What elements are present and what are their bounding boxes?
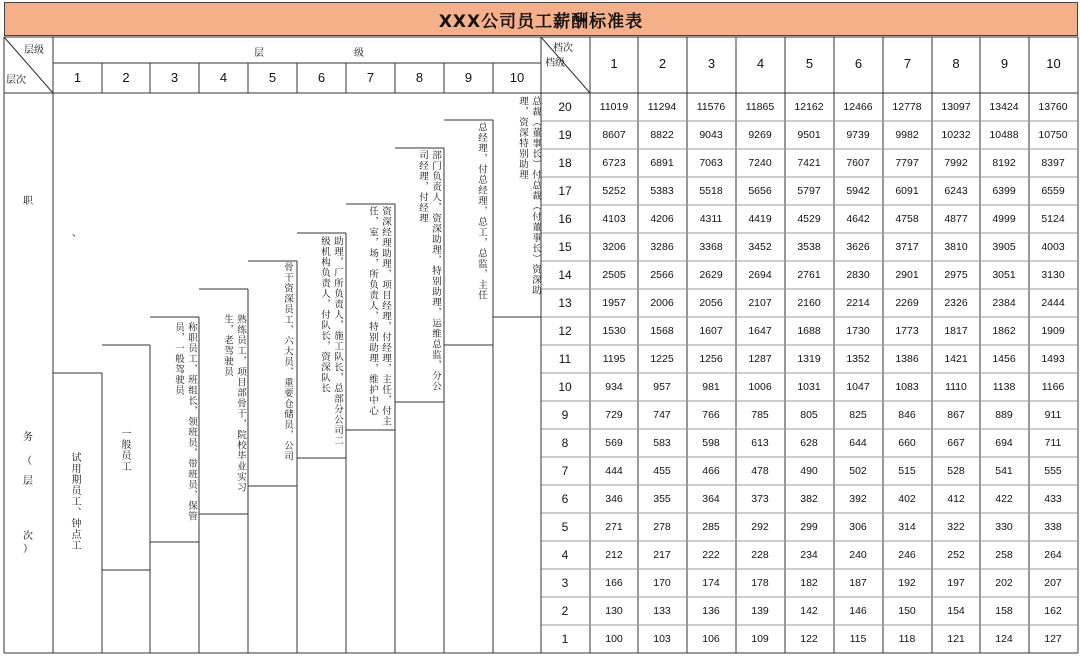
position-level-9: 总经理，付总经理，总工，总监，主任: [476, 122, 487, 301]
salary-cell: 805: [800, 409, 818, 421]
salary-cell: 846: [898, 409, 916, 421]
grade-corner-bottom-label: 档级: [545, 58, 565, 69]
grade-number: 7: [903, 56, 912, 71]
salary-cell: 3452: [748, 241, 772, 253]
salary-cell: 124: [995, 633, 1013, 645]
salary-cell: 2326: [944, 297, 968, 309]
salary-cell: 3286: [650, 241, 674, 253]
salary-cell: 5797: [797, 185, 821, 197]
salary-cell: 729: [605, 409, 623, 421]
salary-cell: 4758: [895, 213, 919, 225]
salary-cell: 11294: [647, 101, 677, 113]
salary-cell: 6891: [650, 157, 674, 169]
salary-cell: 4529: [797, 213, 821, 225]
salary-cell: 118: [898, 633, 916, 645]
salary-cell: 6399: [992, 185, 1016, 197]
salary-cell: 285: [702, 521, 720, 533]
corner-level-label: 层级: [24, 45, 44, 56]
salary-cell: 121: [947, 633, 965, 645]
grade-label: 20: [558, 100, 572, 114]
salary-cell: 100: [605, 633, 623, 645]
side-label-wu: 务: [23, 432, 33, 443]
salary-cell: 2694: [748, 269, 772, 281]
salary-cell: 5252: [602, 185, 626, 197]
salary-cell: 2214: [846, 297, 870, 309]
salary-cell: 4642: [846, 213, 870, 225]
salary-cell: 667: [947, 437, 965, 449]
salary-cell: 867: [947, 409, 965, 421]
salary-cell: 8822: [650, 129, 674, 141]
grade-number: 8: [952, 56, 960, 71]
salary-cell: 515: [898, 465, 916, 477]
salary-cell: 5656: [748, 185, 772, 197]
salary-cell: 2566: [650, 269, 674, 281]
salary-cell: 364: [702, 493, 720, 505]
salary-cell: 207: [1044, 577, 1062, 589]
salary-cell: 12466: [843, 101, 873, 113]
salary-cell: 330: [995, 521, 1013, 533]
grade-number: 6: [854, 56, 863, 71]
salary-cell: 258: [995, 549, 1013, 561]
position-level-3: 称职员工，班组长，领班员，带班员，保管员，一般驾驶员: [173, 322, 197, 522]
salary-cell: 1287: [748, 353, 772, 365]
grade-label: 14: [558, 268, 572, 282]
grade-label: 17: [558, 184, 572, 198]
salary-cell: 3130: [1041, 269, 1065, 281]
salary-cell: 346: [605, 493, 623, 505]
position-level-2: 一般员工: [119, 428, 130, 472]
salary-cell: 212: [605, 549, 623, 561]
side-label-ceng: 层: [23, 476, 33, 487]
level-number: 8: [415, 70, 424, 85]
grade-label: 16: [558, 212, 572, 226]
salary-cell: 3051: [992, 269, 1016, 281]
salary-cell: 115: [849, 633, 867, 645]
level-number: 6: [317, 70, 326, 85]
salary-cell: 7421: [797, 157, 821, 169]
grade-label: 6: [561, 492, 569, 506]
grade-label: 2: [561, 604, 569, 618]
salary-cell: 2056: [699, 297, 723, 309]
salary-cell: 644: [849, 437, 867, 449]
salary-cell: 234: [800, 549, 818, 561]
salary-cell: 10232: [941, 129, 971, 141]
salary-cell: 1530: [602, 325, 626, 337]
salary-cell: 13760: [1038, 101, 1068, 113]
salary-cell: 889: [995, 409, 1013, 421]
grade-label: 18: [558, 156, 572, 170]
salary-cell: 528: [947, 465, 965, 477]
salary-cell: 9269: [748, 129, 772, 141]
salary-cell: 4877: [944, 213, 968, 225]
level-number: 1: [73, 70, 82, 85]
salary-cell: 217: [653, 549, 671, 561]
salary-cell: 502: [849, 465, 867, 477]
salary-cell: 382: [800, 493, 818, 505]
salary-cell: 292: [751, 521, 769, 533]
grade-number: 1: [610, 56, 618, 71]
salary-cell: 130: [605, 605, 623, 617]
salary-cell: 1607: [699, 325, 723, 337]
salary-cell: 392: [849, 493, 867, 505]
position-level-5: 骨干资深员工，六大员，重要仓储员，公司: [282, 262, 293, 462]
salary-cell: 4206: [650, 213, 674, 225]
salary-cell: 455: [653, 465, 671, 477]
salary-cell: 4003: [1041, 241, 1065, 253]
salary-cell: 1421: [944, 353, 968, 365]
salary-cell: 278: [653, 521, 671, 533]
salary-cell: 7607: [846, 157, 870, 169]
grade-corner-top-label: 档次: [553, 43, 573, 54]
salary-cell: 1195: [602, 353, 626, 365]
position-level-10: 总裁（董事长）付总裁（付董事长）资深助理，资深特别助理: [517, 96, 541, 296]
salary-cell: 174: [702, 577, 720, 589]
salary-cell: 660: [898, 437, 916, 449]
salary-cell: 7063: [699, 157, 723, 169]
level-number: 7: [366, 70, 375, 85]
salary-cell: 264: [1044, 549, 1062, 561]
salary-cell: 3905: [992, 241, 1016, 253]
salary-cell: 1688: [797, 325, 821, 337]
salary-cell: 2160: [797, 297, 821, 309]
salary-cell: 187: [849, 577, 867, 589]
salary-cell: 158: [995, 605, 1013, 617]
salary-cell: 2384: [992, 297, 1016, 309]
position-level-6: 助理，厂所负责人，施工队长，总部分公司二级机构负责人，付队长，资深队长: [319, 236, 343, 446]
salary-cell: 3538: [797, 241, 821, 253]
salary-cell: 694: [995, 437, 1013, 449]
grade-number: 9: [1000, 56, 1009, 71]
salary-cell: 981: [702, 381, 720, 393]
salary-cell: 166: [605, 577, 623, 589]
salary-cell: 9043: [699, 129, 723, 141]
salary-cell: 2830: [846, 269, 870, 281]
salary-cell: 1047: [846, 381, 870, 393]
grade-label: 9: [561, 408, 569, 422]
salary-cell: 412: [947, 493, 965, 505]
salary-cell: 911: [1044, 409, 1062, 421]
position-level-4: 熟练员工，项目部骨干，院校毕业实习生，老驾驶员: [222, 314, 246, 493]
salary-cell: 5124: [1041, 213, 1065, 225]
salary-cell: 162: [1044, 605, 1062, 617]
salary-cell: 314: [898, 521, 916, 533]
salary-cell: 306: [849, 521, 867, 533]
salary-cell: 202: [995, 577, 1013, 589]
salary-cell: 122: [800, 633, 818, 645]
grade-number: 10: [1046, 56, 1061, 71]
salary-cell: 444: [605, 465, 623, 477]
grade-label: 15: [558, 240, 572, 254]
position-level-7: 资深经理助理，项目经理，付经理，主任，付主任，室，场，所负责人，特别助理，维护中心: [367, 206, 391, 427]
salary-cell: 4419: [748, 213, 772, 225]
grade-label: 1: [561, 632, 569, 646]
salary-cell: 4999: [992, 213, 1016, 225]
level-number: 10: [509, 70, 525, 85]
salary-cell: 478: [751, 465, 769, 477]
salary-cell: 2107: [748, 297, 772, 309]
salary-cell: 240: [849, 549, 867, 561]
salary-cell: 8607: [602, 129, 626, 141]
salary-cell: 2269: [895, 297, 919, 309]
grade-label: 12: [558, 324, 572, 338]
salary-cell: 1773: [895, 325, 919, 337]
corner-layer-label: 层次: [6, 75, 26, 86]
salary-cell: 3810: [944, 241, 968, 253]
salary-cell: 555: [1044, 465, 1062, 477]
grade-label: 3: [561, 576, 569, 590]
salary-cell: 4103: [602, 213, 626, 225]
salary-cell: 957: [653, 381, 671, 393]
salary-cell: 6559: [1041, 185, 1065, 197]
salary-cell: 271: [605, 521, 623, 533]
salary-cell: 2444: [1041, 297, 1065, 309]
salary-cell: 433: [1044, 493, 1062, 505]
salary-cell: 1909: [1041, 325, 1065, 337]
salary-cell: 7992: [944, 157, 968, 169]
levels-span-label: 层 级: [254, 48, 364, 59]
salary-cell: 1647: [748, 325, 772, 337]
salary-cell: 106: [702, 633, 720, 645]
salary-cell: 1319: [797, 353, 821, 365]
salary-cell: 1817: [944, 325, 968, 337]
salary-cell: 785: [751, 409, 769, 421]
grade-label: 10: [558, 380, 572, 394]
salary-cell: 628: [800, 437, 818, 449]
grade-number: 3: [707, 56, 716, 71]
grade-label: 8: [561, 436, 569, 450]
salary-cell: 402: [898, 493, 916, 505]
salary-cell: 170: [653, 577, 671, 589]
salary-cell: 11576: [696, 101, 726, 113]
salary-cell: 1493: [1041, 353, 1065, 365]
salary-cell: 3626: [846, 241, 870, 253]
salary-cell: 825: [849, 409, 867, 421]
salary-cell: 2006: [650, 297, 674, 309]
salary-cell: 1256: [699, 353, 723, 365]
salary-cell: 192: [898, 577, 916, 589]
salary-cell: 10488: [989, 129, 1019, 141]
level-number: 4: [219, 70, 228, 85]
salary-cell: 1957: [602, 297, 626, 309]
salary-cell: 1730: [846, 325, 870, 337]
salary-cell: 5383: [650, 185, 674, 197]
level-number: 3: [170, 70, 179, 85]
salary-cell: 5942: [846, 185, 870, 197]
salary-cell: 133: [653, 605, 671, 617]
salary-cell: 13424: [989, 101, 1019, 113]
salary-cell: 11019: [599, 101, 629, 113]
salary-cell: 12778: [892, 101, 922, 113]
salary-cell: 7240: [748, 157, 772, 169]
salary-cell: 154: [947, 605, 965, 617]
salary-cell: 4311: [699, 213, 723, 225]
salary-cell: 1138: [992, 381, 1016, 393]
salary-cell: 2629: [699, 269, 723, 281]
level-number: 5: [268, 70, 277, 85]
salary-cell: 373: [751, 493, 769, 505]
salary-cell: 6243: [944, 185, 968, 197]
salary-cell: 146: [849, 605, 867, 617]
grade-label: 5: [561, 520, 569, 534]
grade-label: 4: [561, 548, 569, 562]
salary-cell: 109: [751, 633, 769, 645]
salary-cell: 322: [947, 521, 965, 533]
grade-label: 13: [558, 296, 572, 310]
grade-label: 7: [561, 464, 569, 478]
salary-cell: 127: [1044, 633, 1062, 645]
salary-cell: 13097: [941, 101, 971, 113]
salary-cell: 3717: [895, 241, 919, 253]
side-label-dot: 、: [72, 228, 82, 239]
salary-cell: 7797: [895, 157, 919, 169]
salary-cell: 1031: [797, 381, 821, 393]
salary-cell: 1386: [895, 353, 919, 365]
salary-cell: 6091: [895, 185, 919, 197]
salary-cell: 222: [702, 549, 720, 561]
table-title: XXX公司员工薪酬标准表: [4, 2, 1078, 36]
grade-label: 11: [558, 352, 572, 366]
salary-cell: 246: [898, 549, 916, 561]
salary-cell: 613: [751, 437, 769, 449]
grade-number: 5: [805, 56, 814, 71]
salary-cell: 3206: [602, 241, 626, 253]
salary-cell: 150: [898, 605, 916, 617]
position-level-1: 试用期员工、钟点工: [69, 452, 80, 551]
salary-cell: 466: [702, 465, 720, 477]
side-label-zhi: 职: [23, 196, 33, 207]
salary-cell: 569: [605, 437, 623, 449]
salary-cell: 228: [751, 549, 769, 561]
salary-cell: 934: [605, 381, 623, 393]
salary-cell: 1352: [846, 353, 870, 365]
side-label-paren-close: ）: [23, 544, 33, 555]
salary-cell: 6723: [602, 157, 626, 169]
salary-cell: 490: [800, 465, 818, 477]
grade-number: 4: [756, 56, 765, 71]
salary-cell: 103: [653, 633, 671, 645]
salary-cell: 1862: [992, 325, 1016, 337]
salary-cell: 2505: [602, 269, 626, 281]
salary-cell: 1006: [748, 381, 772, 393]
salary-cell: 9501: [797, 129, 821, 141]
salary-cell: 2761: [797, 269, 821, 281]
salary-cell: 9739: [846, 129, 870, 141]
salary-cell: 1166: [1041, 381, 1065, 393]
salary-cell: 1225: [650, 353, 674, 365]
salary-cell: 338: [1044, 521, 1062, 533]
salary-cell: 541: [995, 465, 1013, 477]
salary-cell: 8397: [1041, 157, 1065, 169]
salary-cell: 11865: [745, 101, 775, 113]
salary-cell: 1456: [992, 353, 1016, 365]
salary-cell: 5518: [699, 185, 723, 197]
salary-cell: 1568: [650, 325, 674, 337]
salary-cell: 747: [653, 409, 671, 421]
salary-cell: 197: [947, 577, 965, 589]
side-label-paren-open: （: [22, 456, 32, 467]
salary-cell: 299: [800, 521, 818, 533]
salary-cell: 142: [800, 605, 818, 617]
level-number: 2: [122, 70, 130, 85]
salary-cell: 598: [702, 437, 720, 449]
salary-cell: 422: [995, 493, 1013, 505]
position-level-8: 部门负责人，资深助理，特别助理，运维总监，分公司经理，付经理: [417, 150, 441, 392]
grade-label: 19: [558, 128, 572, 142]
side-label-ci: 次: [23, 531, 33, 542]
salary-cell: 8192: [992, 157, 1016, 169]
salary-cell: 182: [800, 577, 818, 589]
salary-cell: 10750: [1038, 129, 1068, 141]
salary-cell: 252: [947, 549, 965, 561]
level-number: 9: [464, 70, 473, 85]
salary-cell: 12162: [794, 101, 824, 113]
salary-cell: 711: [1044, 437, 1062, 449]
salary-cell: 2975: [944, 269, 968, 281]
salary-cell: 2901: [895, 269, 919, 281]
salary-cell: 583: [653, 437, 671, 449]
grade-number: 2: [658, 56, 667, 71]
salary-cell: 766: [702, 409, 720, 421]
salary-cell: 3368: [699, 241, 723, 253]
salary-cell: 1083: [895, 381, 919, 393]
salary-cell: 178: [751, 577, 769, 589]
salary-cell: 355: [653, 493, 671, 505]
salary-cell: 9982: [895, 129, 919, 141]
salary-cell: 136: [702, 605, 720, 617]
salary-cell: 1110: [945, 381, 967, 393]
salary-cell: 139: [751, 605, 769, 617]
